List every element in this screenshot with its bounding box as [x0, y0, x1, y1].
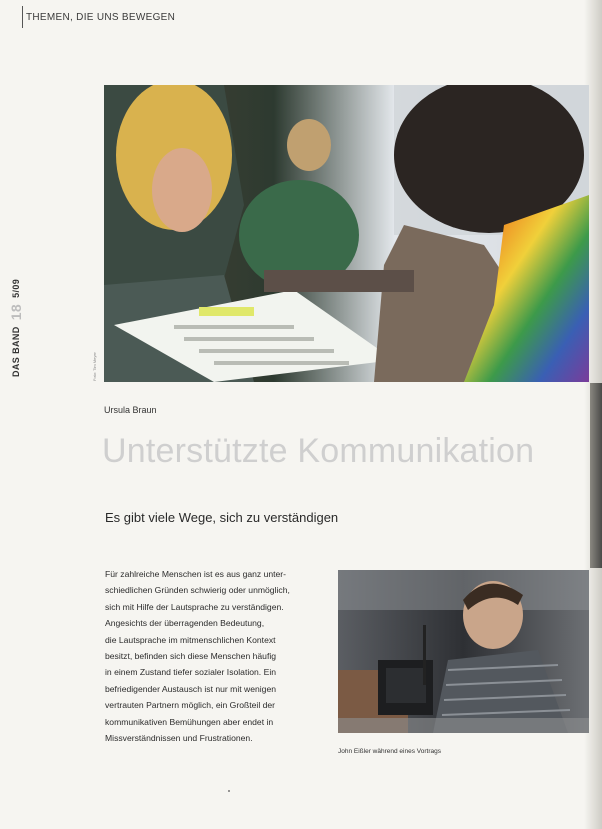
side-label [8, 247, 30, 377]
body-line: Für zahlreiche Menschen ist es aus ganz unter- [105, 569, 287, 579]
body-line: in einem Zustand tiefer sozialer Isolation. Ein [105, 667, 277, 678]
author-name: Ursula Braun [104, 405, 157, 415]
main-photo [104, 85, 589, 382]
body-line: kommunikativen Bemühungen aber endet in [105, 716, 274, 727]
body-line: Missverständnissen und Frustrationen. [105, 733, 253, 744]
page-marker [228, 790, 230, 792]
issue-number: 5/09 [11, 278, 21, 298]
body-line: vertrauten Partnern möglich, ein Großteil der [105, 700, 276, 711]
body-line: befriedigender Austausch ist nur mit wenigen [105, 683, 277, 694]
section-header: THEMEN, DIE UNS BEWEGEN [26, 12, 176, 23]
secondary-photo-image [338, 570, 589, 733]
secondary-photo [338, 570, 589, 733]
photo-caption: John Eißler während eines Vortrags [338, 748, 441, 755]
main-photo-credit-text: Foto: Tim Meyer [92, 352, 97, 381]
body-line: sich mit Hilfe der Lautsprache zu verständigen. [105, 601, 284, 612]
body-line: die Lautsprache im mitmenschlichen Kontext [105, 634, 276, 645]
header-rule [22, 6, 23, 28]
body-text [105, 566, 330, 746]
main-photo-image [104, 85, 589, 382]
page-number: 18 [8, 303, 24, 321]
body-line: besitzt, befinden sich diese Menschen häufig [105, 651, 277, 662]
headline: Unterstützte Kommunikation [102, 432, 535, 470]
body-line: Angesichts der überragenden Bedeutung, [105, 618, 265, 629]
page-edge-tab [590, 383, 602, 568]
body-line: schiedlichen Gründen schwierig oder unmöglich, [105, 585, 290, 596]
side-label-rotated [8, 247, 24, 377]
subheadline: Es gibt viele Wege, sich zu verständigen [105, 510, 339, 525]
magazine-name: DAS BAND [11, 326, 21, 377]
main-photo-credit [92, 345, 102, 381]
